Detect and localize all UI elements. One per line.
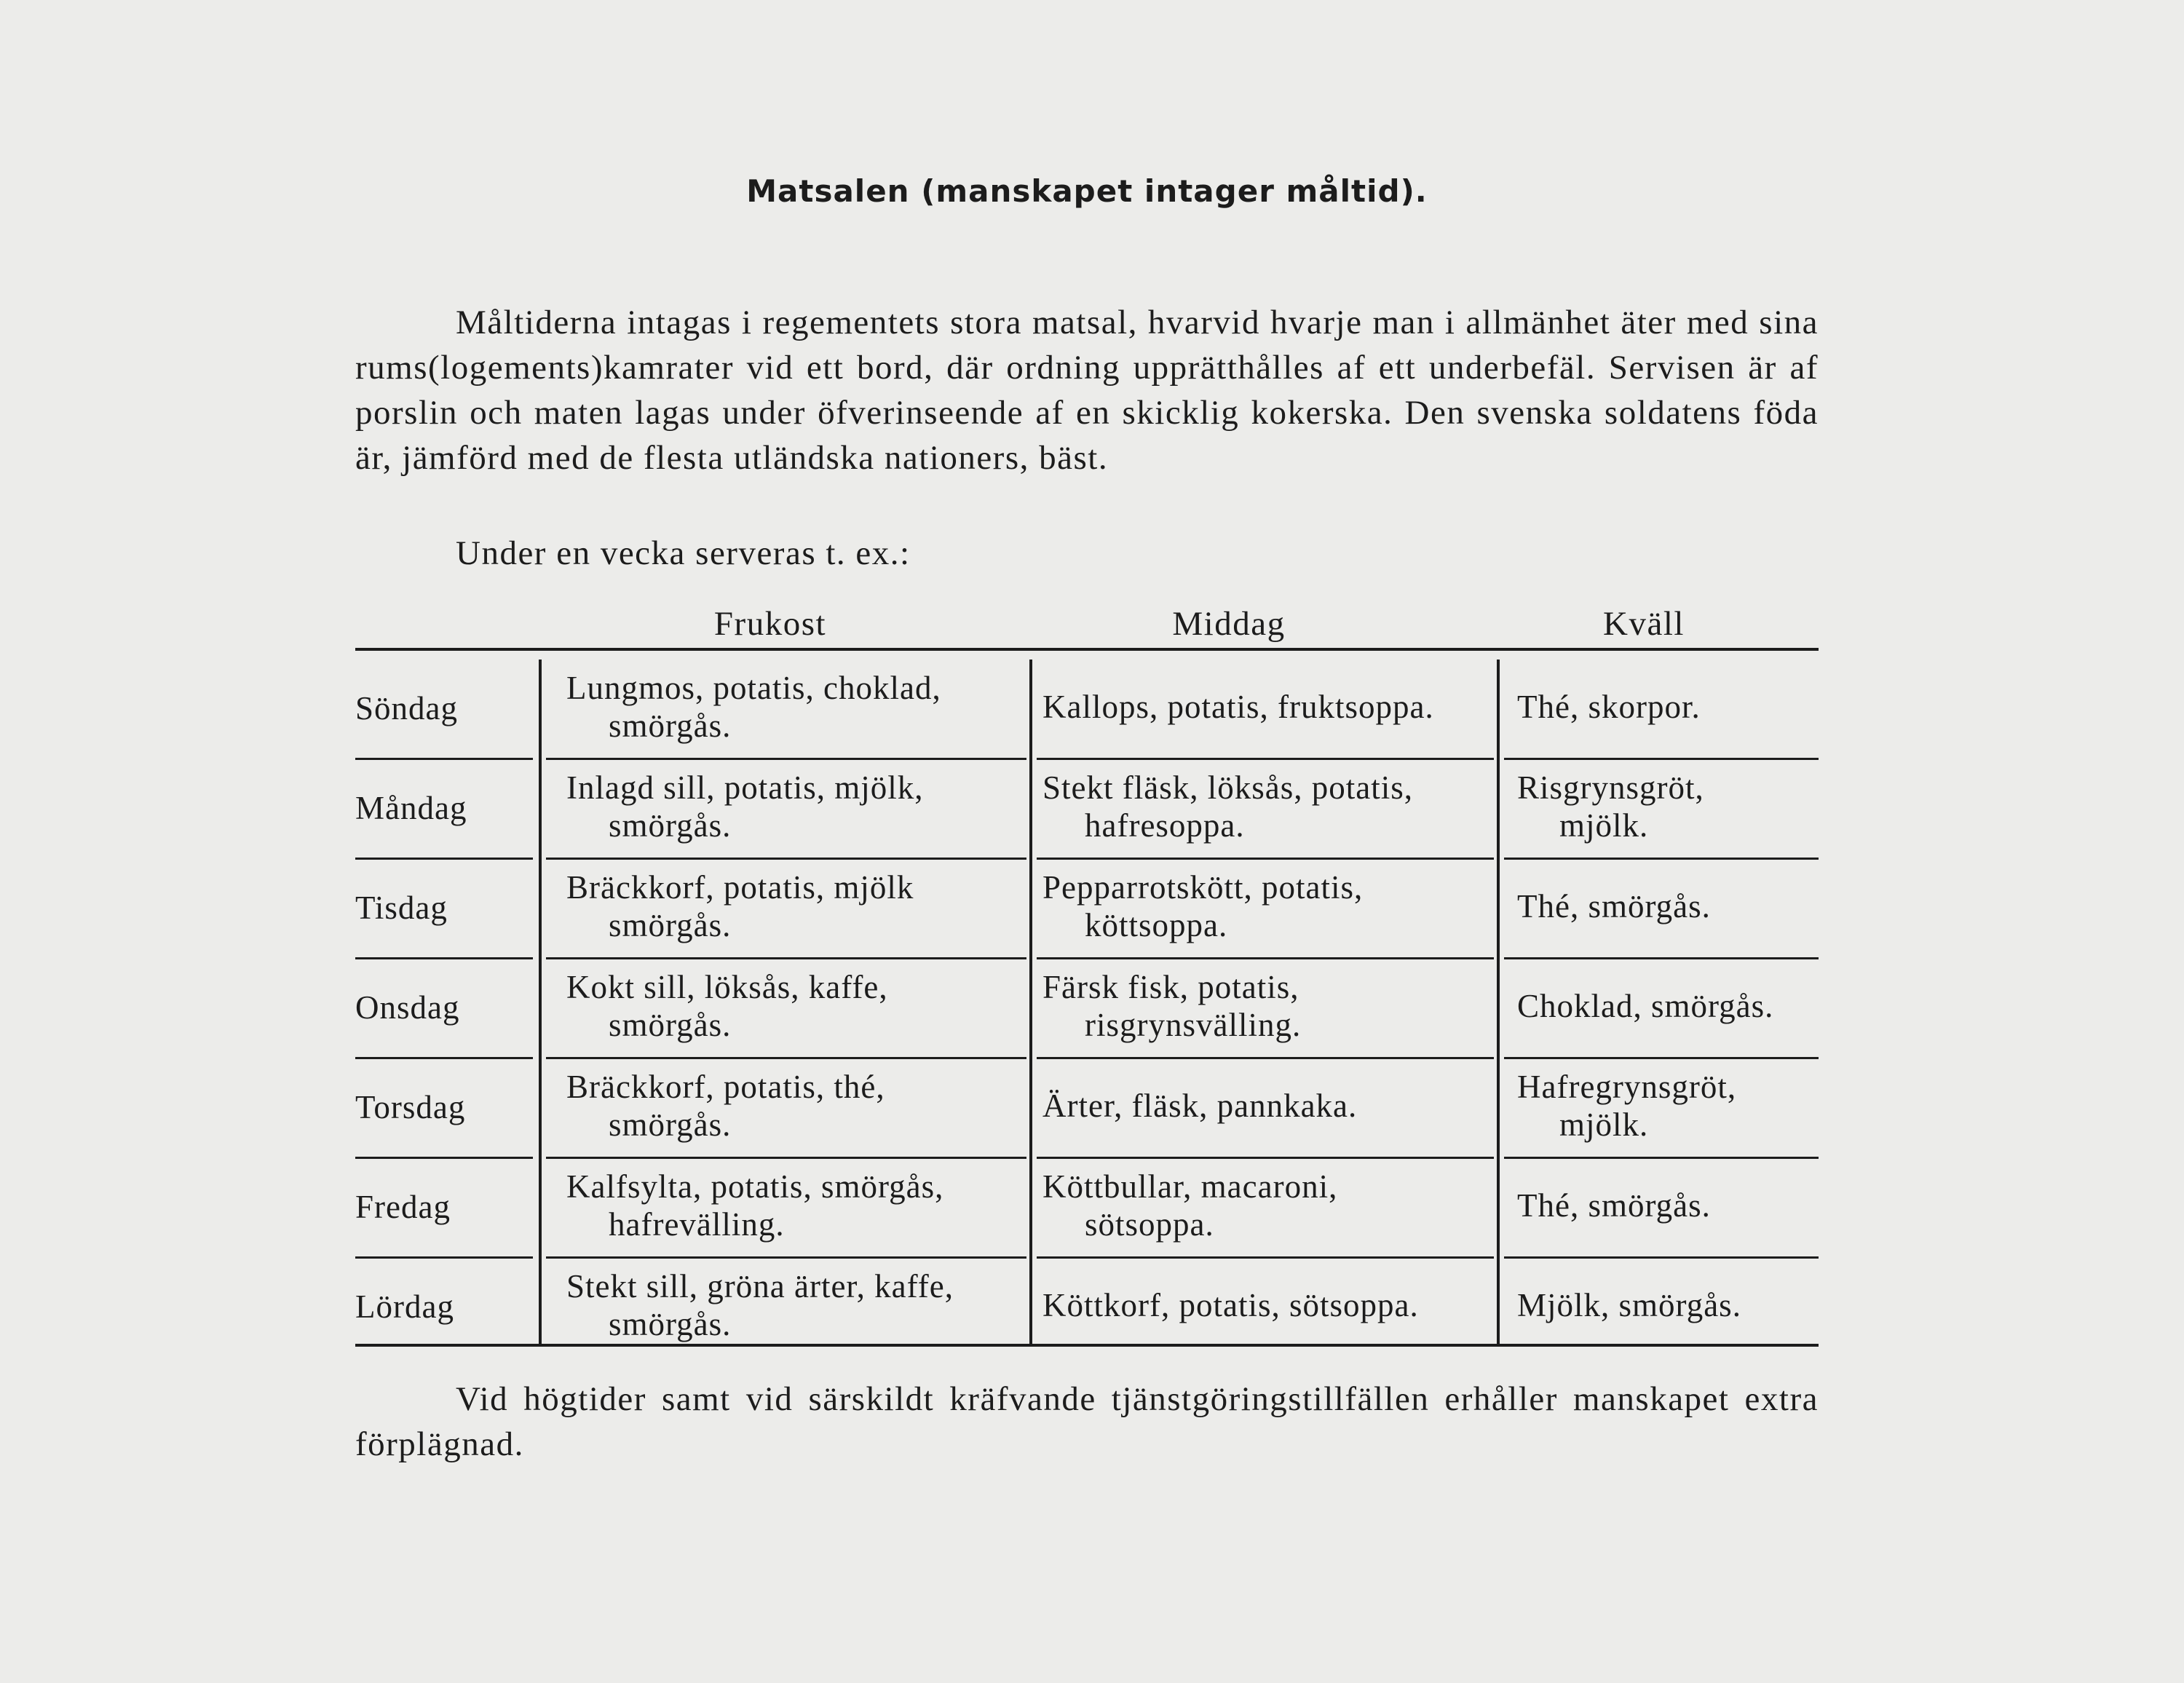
cell-kvall [1517, 1286, 1819, 1324]
day-label: Torsdag [355, 1088, 466, 1125]
cell-middag [1042, 1087, 1494, 1125]
cell-line: Hafregrynsgröt, [1517, 1068, 1737, 1105]
cell-line: Ärter, fläsk, pannkaka. [1042, 1087, 1358, 1124]
row-divider [546, 858, 1026, 860]
row-divider [1037, 758, 1494, 760]
table-top-rule [355, 648, 1819, 651]
row-divider [1504, 858, 1819, 860]
cell-line: Kokt sill, löksås, kaffe, [566, 968, 888, 1005]
cell-line: Lungmos, potatis, choklad, [566, 669, 941, 706]
cell-line: smörgås. [609, 807, 732, 844]
header-middag: Middag [1172, 605, 1286, 643]
day-label: Lördag [355, 1288, 454, 1325]
day-label: Måndag [355, 789, 467, 826]
cell-frukost [566, 1267, 1025, 1343]
day-label: Fredag [355, 1188, 451, 1225]
row-divider [1504, 1057, 1819, 1059]
cell-line: smörgås. [609, 1106, 732, 1143]
cell-line: köttsoppa. [1085, 906, 1228, 943]
header-kvall: Kväll [1603, 605, 1685, 643]
cell-line: Bräckkorf, potatis, mjölk [566, 868, 914, 906]
cell-kvall [1517, 1187, 1819, 1224]
document-page [355, 0, 1819, 1683]
column-divider-frukost [1029, 660, 1032, 1344]
cell-middag [1042, 1168, 1494, 1243]
cell-line: Thé, skorpor. [1517, 688, 1701, 725]
closing-paragraph-text: Vid högtider samt vid särskildt kräfvande tjänstgöringstillfällen erhåller manskapet extra förplägnad. [355, 1380, 1819, 1463]
cell-line: Stekt fläsk, löksås, potatis, [1042, 769, 1413, 806]
week-intro-text: Under en vecka serveras t. ex.: [456, 534, 911, 572]
week-intro [355, 531, 1819, 576]
header-frukost: Frukost [713, 605, 827, 643]
closing-paragraph [355, 1377, 1819, 1467]
cell-line: smörgås. [609, 1006, 732, 1043]
row-divider [1037, 1057, 1494, 1059]
row-divider [546, 1057, 1026, 1059]
row-divider [546, 758, 1026, 760]
cell-line: risgrynsvälling. [1085, 1006, 1302, 1043]
row-divider [1504, 957, 1819, 959]
cell-line: Kallops, potatis, fruktsoppa. [1042, 688, 1434, 725]
cell-frukost [566, 1168, 1025, 1243]
day-label: Tisdag [355, 889, 448, 926]
day-label: Söndag [355, 689, 458, 726]
row-divider [355, 1157, 533, 1159]
cell-line: Thé, smörgås. [1517, 887, 1711, 924]
cell-line: Köttkorf, potatis, sötsoppa. [1042, 1286, 1419, 1323]
row-divider [1037, 858, 1494, 860]
cell-middag [1042, 868, 1494, 944]
row-divider [355, 1256, 533, 1259]
row-divider [546, 1256, 1026, 1259]
cell-line: mjölk. [1559, 1106, 1649, 1143]
cell-line: sötsoppa. [1085, 1205, 1214, 1243]
cell-line: hafresoppa. [1085, 807, 1245, 844]
cell-line: smörgås. [609, 906, 732, 943]
row-divider [1504, 1256, 1819, 1259]
row-divider [355, 758, 533, 760]
cell-frukost [566, 1068, 1025, 1144]
cell-line: Choklad, smörgås. [1517, 987, 1774, 1024]
cell-kvall [1517, 769, 1819, 844]
cell-line: smörgås. [609, 1305, 732, 1342]
cell-kvall [1517, 987, 1819, 1025]
cell-middag [1042, 688, 1494, 726]
cell-line: Risgrynsgröt, [1517, 769, 1704, 806]
row-divider [1037, 957, 1494, 959]
day-label: Onsdag [355, 989, 460, 1026]
cell-line: smörgås. [609, 707, 732, 744]
cell-line: Pepparrotskött, potatis, [1042, 868, 1364, 906]
cell-line: hafrevälling. [609, 1205, 785, 1243]
row-divider [1504, 1157, 1819, 1159]
cell-middag [1042, 769, 1494, 844]
page-title: Matsalen (manskapet intager måltid). [746, 173, 1428, 209]
row-divider [355, 957, 533, 959]
cell-frukost [566, 669, 1025, 745]
cell-line: Bräckkorf, potatis, thé, [566, 1068, 885, 1105]
cell-frukost [566, 868, 1025, 944]
cell-middag [1042, 1286, 1494, 1324]
cell-line: Inlagd sill, potatis, mjölk, [566, 769, 924, 806]
intro-paragraph [355, 300, 1819, 480]
cell-kvall [1517, 1068, 1819, 1144]
cell-kvall [1517, 887, 1819, 925]
cell-line: mjölk. [1559, 807, 1649, 844]
row-divider [355, 1057, 533, 1059]
column-divider-day [539, 660, 542, 1344]
cell-line: Thé, smörgås. [1517, 1187, 1711, 1224]
intro-paragraph-text: Måltiderna intagas i regementets stora matsal, hvarvid hvarje man i allmänhet äter med sina rums(logements)kamrater vid ett bord, där ordning upprätthålles af ett underbefäl. Servisen är af porslin och maten lagas under öfverinseende af en skicklig kokerska. Den svenska soldatens föda är, jämförd med de flesta utländska nationers, bäst. [355, 304, 1819, 477]
cell-kvall [1517, 688, 1819, 726]
cell-line: Kalfsylta, potatis, smörgås, [566, 1168, 944, 1205]
row-divider [546, 957, 1026, 959]
row-divider [546, 1157, 1026, 1159]
cell-line: Färsk fisk, potatis, [1042, 968, 1299, 1005]
row-divider [1037, 1256, 1494, 1259]
cell-middag [1042, 968, 1494, 1044]
weekly-menu-table [355, 604, 1819, 1354]
row-divider [1037, 1157, 1494, 1159]
row-divider [355, 858, 533, 860]
cell-line: Mjölk, smörgås. [1517, 1286, 1741, 1323]
cell-frukost [566, 968, 1025, 1044]
cell-line: Stekt sill, gröna ärter, kaffe, [566, 1267, 954, 1304]
row-divider [1504, 758, 1819, 760]
table-bottom-rule [355, 1344, 1819, 1347]
cell-frukost [566, 769, 1025, 844]
cell-line: Köttbullar, macaroni, [1042, 1168, 1338, 1205]
column-divider-middag [1497, 660, 1500, 1344]
